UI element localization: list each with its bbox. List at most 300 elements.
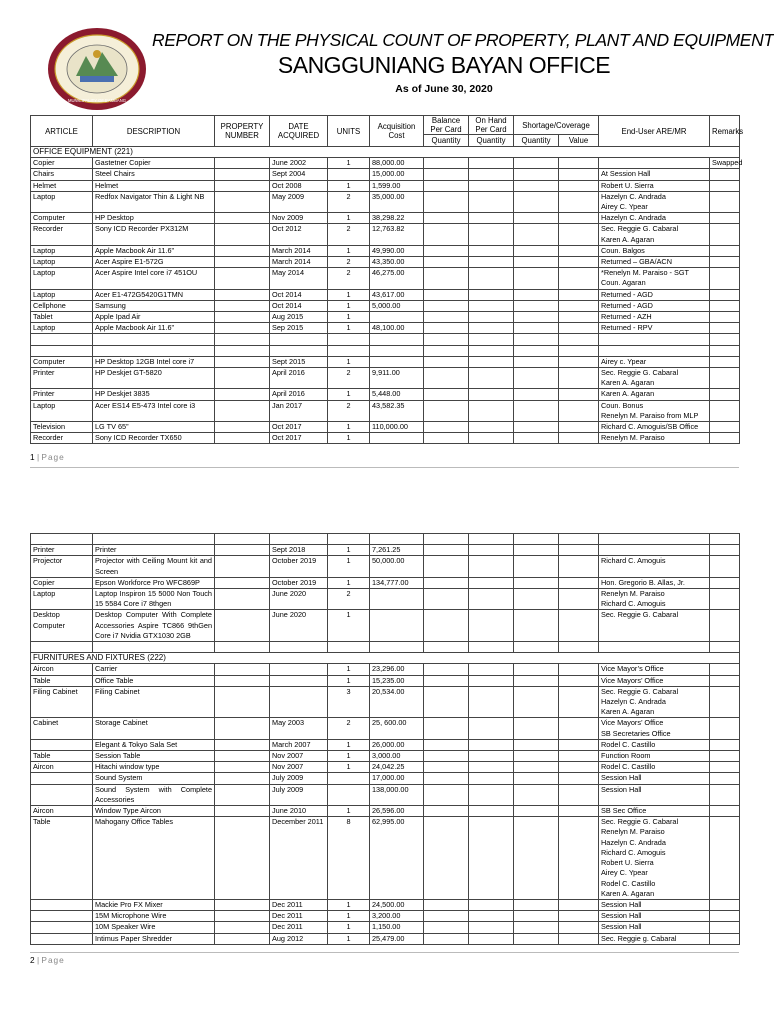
cell-shortage-value <box>559 312 599 323</box>
cell-units: 1 <box>328 922 370 933</box>
cell-remarks <box>710 762 740 773</box>
cell-description: Desktop Computer With Complete Accessories Aspire TC866 9thGen Core i7 Nvidia GTX1030 2GB <box>93 610 215 642</box>
cell-units: 1 <box>328 433 370 444</box>
cell-article: Cellphone <box>31 300 93 311</box>
cell-description: Printer <box>93 545 215 556</box>
cell-onhand-quantity <box>469 899 514 910</box>
table-row <box>31 773 740 784</box>
cell-units <box>328 773 370 784</box>
col-header-remarks: Remarks <box>710 116 740 147</box>
page-break-line <box>30 467 739 468</box>
cell-remarks <box>710 422 740 433</box>
cell-end-user: *Renelyn M. Paraiso - SGT Coun. Agaran <box>599 268 710 289</box>
cell-shortage-quantity <box>514 180 559 191</box>
cell-date-acquired: March 2014 <box>270 257 328 268</box>
cell-balance-quantity <box>424 334 469 345</box>
cell-article: Filing Cabinet <box>31 686 93 718</box>
cell-remarks <box>710 589 740 610</box>
cell-onhand-quantity <box>469 686 514 718</box>
cell-shortage-value <box>559 922 599 933</box>
cell-description: Steel Chairs <box>93 169 215 180</box>
cell-onhand-quantity <box>469 245 514 256</box>
cell-shortage-quantity <box>514 289 559 300</box>
cell-shortage-quantity <box>514 257 559 268</box>
cell-end-user: Returned – GBA/ACN <box>599 257 710 268</box>
cell-date-acquired: Sep 2015 <box>270 323 328 334</box>
cell-units: 8 <box>328 817 370 900</box>
cell-date-acquired: Oct 2012 <box>270 224 328 245</box>
cell-shortage-quantity <box>514 422 559 433</box>
table-row <box>31 784 740 805</box>
municipal-seal-icon <box>46 26 148 112</box>
col-header-end-user: End-User ARE/MR <box>599 116 710 147</box>
cell-shortage-value <box>559 400 599 421</box>
cell-date-acquired <box>270 334 328 345</box>
cell-balance-quantity <box>424 245 469 256</box>
cell-acquisition-cost: 25, 600.00 <box>370 718 424 739</box>
cell-end-user: Hazelyn C. Andrada <box>599 213 710 224</box>
table-row <box>31 534 740 545</box>
cell-date-acquired <box>270 345 328 356</box>
cell-onhand-quantity <box>469 300 514 311</box>
cell-balance-quantity <box>424 545 469 556</box>
cell-date-acquired: April 2016 <box>270 389 328 400</box>
cell-balance-quantity <box>424 345 469 356</box>
cell-shortage-quantity <box>514 433 559 444</box>
cell-shortage-value <box>559 806 599 817</box>
table-row <box>31 257 740 268</box>
cell-shortage-quantity <box>514 334 559 345</box>
cell-remarks <box>710 534 740 545</box>
cell-end-user: Returned - AGD <box>599 289 710 300</box>
cell-shortage-value <box>559 739 599 750</box>
cell-article <box>31 534 93 545</box>
cell-property-number <box>215 433 270 444</box>
cell-article: Laptop <box>31 257 93 268</box>
cell-acquisition-cost: 43,582.35 <box>370 400 424 421</box>
cell-property-number <box>215 224 270 245</box>
cell-article: Laptop <box>31 191 93 212</box>
cell-shortage-quantity <box>514 213 559 224</box>
cell-remarks <box>710 345 740 356</box>
cell-date-acquired <box>270 642 328 653</box>
cell-onhand-quantity <box>469 191 514 212</box>
cell-shortage-quantity <box>514 610 559 642</box>
cell-property-number <box>215 922 270 933</box>
cell-shortage-quantity <box>514 556 559 577</box>
cell-balance-quantity <box>424 158 469 169</box>
col-header-balance-per-card: Balance Per Card <box>424 116 469 135</box>
cell-end-user: Renelyn M. Paraiso <box>599 433 710 444</box>
table-row <box>31 762 740 773</box>
cell-date-acquired: July 2009 <box>270 784 328 805</box>
cell-balance-quantity <box>424 686 469 718</box>
cell-description: 10M Speaker Wire <box>93 922 215 933</box>
cell-shortage-value <box>559 268 599 289</box>
cell-end-user <box>599 345 710 356</box>
cell-property-number <box>215 368 270 389</box>
cell-balance-quantity <box>424 556 469 577</box>
cell-acquisition-cost: 23,296.00 <box>370 664 424 675</box>
cell-date-acquired: May 2009 <box>270 191 328 212</box>
cell-units: 1 <box>328 739 370 750</box>
cell-balance-quantity <box>424 739 469 750</box>
cell-property-number <box>215 158 270 169</box>
cell-description: Redfox Navigator Thin & Light NB <box>93 191 215 212</box>
table-row <box>31 180 740 191</box>
cell-end-user: Richard C. Amoguis/SB Office <box>599 422 710 433</box>
cell-end-user: Renelyn M. Paraiso Richard C. Amoguis <box>599 589 710 610</box>
cell-date-acquired <box>270 675 328 686</box>
cell-onhand-quantity <box>469 356 514 367</box>
cell-acquisition-cost: 15,235.00 <box>370 675 424 686</box>
cell-acquisition-cost <box>370 589 424 610</box>
cell-balance-quantity <box>424 312 469 323</box>
cell-onhand-quantity <box>469 180 514 191</box>
cell-property-number <box>215 400 270 421</box>
col-header-property-number: PROPERTY NUMBER <box>215 116 270 147</box>
cell-onhand-quantity <box>469 739 514 750</box>
seal-text: MUNICIPALITY OF BAMBANG <box>67 98 127 103</box>
cell-units: 1 <box>328 158 370 169</box>
cell-article: Table <box>31 675 93 686</box>
cell-remarks <box>710 718 740 739</box>
cell-balance-quantity <box>424 933 469 944</box>
cell-onhand-quantity <box>469 642 514 653</box>
cell-date-acquired: December 2011 <box>270 817 328 900</box>
cell-shortage-value <box>559 158 599 169</box>
cell-onhand-quantity <box>469 368 514 389</box>
page-number: 1 <box>30 452 35 462</box>
cell-remarks <box>710 577 740 588</box>
cell-balance-quantity <box>424 589 469 610</box>
cell-shortage-quantity <box>514 323 559 334</box>
cell-onhand-quantity <box>469 751 514 762</box>
cell-article: Aircon <box>31 806 93 817</box>
cell-acquisition-cost: 26,000.00 <box>370 739 424 750</box>
cell-shortage-value <box>559 577 599 588</box>
cell-shortage-quantity <box>514 300 559 311</box>
cell-property-number <box>215 300 270 311</box>
cell-article <box>31 739 93 750</box>
cell-date-acquired: June 2010 <box>270 806 328 817</box>
cell-article <box>31 334 93 345</box>
cell-description: Projector with Ceiling Mount kit and Screen <box>93 556 215 577</box>
cell-article: Computer <box>31 213 93 224</box>
cell-onhand-quantity <box>469 534 514 545</box>
cell-shortage-quantity <box>514 245 559 256</box>
cell-description: Window Type Aircon <box>93 806 215 817</box>
cell-remarks <box>710 213 740 224</box>
cell-property-number <box>215 289 270 300</box>
cell-end-user: Coun. Bonus Renelyn M. Paraiso from MLP <box>599 400 710 421</box>
cell-shortage-value <box>559 686 599 718</box>
inventory-table-page2 <box>30 533 740 945</box>
cell-acquisition-cost <box>370 642 424 653</box>
table-row <box>31 400 740 421</box>
cell-shortage-quantity <box>514 806 559 817</box>
seal-river-shape <box>80 76 114 82</box>
table-row <box>31 922 740 933</box>
cell-shortage-quantity <box>514 545 559 556</box>
cell-description <box>93 642 215 653</box>
table-row <box>31 368 740 389</box>
cell-remarks <box>710 773 740 784</box>
cell-remarks <box>710 368 740 389</box>
cell-shortage-quantity <box>514 911 559 922</box>
table-row <box>31 718 740 739</box>
cell-acquisition-cost: 3,000.00 <box>370 751 424 762</box>
cell-property-number <box>215 312 270 323</box>
cell-property-number <box>215 180 270 191</box>
cell-remarks <box>710 356 740 367</box>
cell-description: Session Table <box>93 751 215 762</box>
cell-acquisition-cost: 62,995.00 <box>370 817 424 900</box>
cell-date-acquired: May 2003 <box>270 718 328 739</box>
cell-end-user: Robert U. Sierra <box>599 180 710 191</box>
cell-article: Copier <box>31 158 93 169</box>
cell-date-acquired: Nov 2007 <box>270 751 328 762</box>
cell-property-number <box>215 169 270 180</box>
cell-units: 1 <box>328 610 370 642</box>
cell-acquisition-cost: 134,777.00 <box>370 577 424 588</box>
cell-acquisition-cost: 15,000.00 <box>370 169 424 180</box>
table-row <box>31 245 740 256</box>
cell-shortage-quantity <box>514 191 559 212</box>
cell-onhand-quantity <box>469 213 514 224</box>
cell-balance-quantity <box>424 577 469 588</box>
col-header-units: UNITS <box>328 116 370 147</box>
cell-property-number <box>215 773 270 784</box>
cell-description: Sound System with Complete Accessories <box>93 784 215 805</box>
cell-article: Projector <box>31 556 93 577</box>
cell-units: 1 <box>328 300 370 311</box>
cell-acquisition-cost: 43,617.00 <box>370 289 424 300</box>
cell-description: Intimus Paper Shredder <box>93 933 215 944</box>
cell-onhand-quantity <box>469 224 514 245</box>
cell-article: Laptop <box>31 400 93 421</box>
cell-shortage-value <box>559 257 599 268</box>
cell-property-number <box>215 664 270 675</box>
table-row <box>31 545 740 556</box>
cell-shortage-value <box>559 368 599 389</box>
cell-shortage-value <box>559 422 599 433</box>
cell-end-user: Sec. Reggie g. Cabaral <box>599 933 710 944</box>
cell-date-acquired: Oct 2017 <box>270 433 328 444</box>
cell-shortage-value <box>559 169 599 180</box>
cell-acquisition-cost: 43,350.00 <box>370 257 424 268</box>
cell-shortage-quantity <box>514 356 559 367</box>
cell-remarks <box>710 289 740 300</box>
cell-balance-quantity <box>424 213 469 224</box>
cell-end-user <box>599 158 710 169</box>
cell-shortage-quantity <box>514 577 559 588</box>
cell-article: Table <box>31 817 93 900</box>
cell-end-user: Returned - AGD <box>599 300 710 311</box>
cell-acquisition-cost: 7,261.25 <box>370 545 424 556</box>
as-of-date: As of June 30, 2020 <box>395 83 493 95</box>
cell-end-user: Sec. Reggie G. Cabaral Karen A. Agaran <box>599 224 710 245</box>
cell-article: Printer <box>31 545 93 556</box>
cell-shortage-quantity <box>514 389 559 400</box>
cell-units: 1 <box>328 577 370 588</box>
cell-date-acquired: July 2009 <box>270 773 328 784</box>
cell-shortage-value <box>559 718 599 739</box>
cell-property-number <box>215 356 270 367</box>
cell-acquisition-cost: 9,911.00 <box>370 368 424 389</box>
cell-description: Hitachi window type <box>93 762 215 773</box>
cell-units: 1 <box>328 664 370 675</box>
cell-remarks <box>710 323 740 334</box>
office-title: SANGGUNIANG BAYAN OFFICE <box>277 52 611 78</box>
cell-property-number <box>215 784 270 805</box>
cell-description: HP Desktop <box>93 213 215 224</box>
cell-acquisition-cost: 138,000.00 <box>370 784 424 805</box>
cell-property-number <box>215 899 270 910</box>
cell-end-user: Hazelyn C. Andrada Airey C. Ypear <box>599 191 710 212</box>
cell-date-acquired: Oct 2014 <box>270 300 328 311</box>
cell-units: 1 <box>328 933 370 944</box>
cell-description: Mackie Pro FX Mixer <box>93 899 215 910</box>
cell-shortage-quantity <box>514 664 559 675</box>
cell-units: 1 <box>328 762 370 773</box>
cell-units: 1 <box>328 422 370 433</box>
cell-onhand-quantity <box>469 817 514 900</box>
cell-balance-quantity <box>424 191 469 212</box>
cell-property-number <box>215 422 270 433</box>
cell-onhand-quantity <box>469 806 514 817</box>
cell-property-number <box>215 762 270 773</box>
cell-units <box>328 784 370 805</box>
cell-onhand-quantity <box>469 334 514 345</box>
cell-units: 1 <box>328 556 370 577</box>
cell-property-number <box>215 245 270 256</box>
cell-acquisition-cost: 5,000.00 <box>370 300 424 311</box>
cell-acquisition-cost <box>370 345 424 356</box>
cell-onhand-quantity <box>469 345 514 356</box>
cell-balance-quantity <box>424 817 469 900</box>
cell-remarks <box>710 933 740 944</box>
section-heading: FURNITURES AND FIXTURES (222) <box>31 653 740 664</box>
cell-units: 2 <box>328 268 370 289</box>
cell-property-number <box>215 268 270 289</box>
table-row <box>31 610 740 642</box>
table-row <box>31 899 740 910</box>
cell-description: Laptop Inspiron 15 5000 Non Touch 15 5584 Core i7 8thgen <box>93 589 215 610</box>
cell-date-acquired: Jan 2017 <box>270 400 328 421</box>
table-row <box>31 334 740 345</box>
cell-shortage-quantity <box>514 899 559 910</box>
cell-end-user: Airey c. Ypear <box>599 356 710 367</box>
cell-date-acquired: Sept 2004 <box>270 169 328 180</box>
cell-balance-quantity <box>424 400 469 421</box>
seal-sun-shape <box>93 50 101 58</box>
cell-article: Computer <box>31 356 93 367</box>
cell-remarks <box>710 334 740 345</box>
cell-shortage-value <box>559 180 599 191</box>
cell-description: Filing Cabinet <box>93 686 215 718</box>
cell-end-user: Returned - AZH <box>599 312 710 323</box>
cell-shortage-value <box>559 556 599 577</box>
cell-onhand-quantity <box>469 268 514 289</box>
cell-remarks <box>710 191 740 212</box>
cell-balance-quantity <box>424 169 469 180</box>
cell-remarks <box>710 806 740 817</box>
cell-acquisition-cost: 25,479.00 <box>370 933 424 944</box>
cell-acquisition-cost: 24,042.25 <box>370 762 424 773</box>
cell-property-number <box>215 751 270 762</box>
cell-acquisition-cost: 110,000.00 <box>370 422 424 433</box>
cell-units: 1 <box>328 180 370 191</box>
cell-date-acquired: June 2002 <box>270 158 328 169</box>
cell-article: Aircon <box>31 762 93 773</box>
cell-article: Recorder <box>31 224 93 245</box>
cell-date-acquired: Dec 2011 <box>270 922 328 933</box>
table-row <box>31 158 740 169</box>
cell-end-user: Rodel C. Castillo <box>599 739 710 750</box>
cell-date-acquired: June 2020 <box>270 610 328 642</box>
cell-end-user: At Session Hall <box>599 169 710 180</box>
cell-units: 2 <box>328 368 370 389</box>
cell-property-number <box>215 589 270 610</box>
page-number: 2 <box>30 955 35 965</box>
cell-balance-quantity <box>424 224 469 245</box>
table-row <box>31 312 740 323</box>
cell-units <box>328 534 370 545</box>
cell-date-acquired: Nov 2007 <box>270 762 328 773</box>
cell-remarks <box>710 751 740 762</box>
cell-units: 2 <box>328 718 370 739</box>
cell-date-acquired <box>270 686 328 718</box>
cell-shortage-value <box>559 664 599 675</box>
cell-balance-quantity <box>424 806 469 817</box>
cell-acquisition-cost: 5,448.00 <box>370 389 424 400</box>
cell-shortage-value <box>559 545 599 556</box>
cell-end-user: Vice Mayors’ Office SB Secretaries Office <box>599 718 710 739</box>
cell-onhand-quantity <box>469 664 514 675</box>
cell-property-number <box>215 323 270 334</box>
cell-end-user: Session Hall <box>599 773 710 784</box>
cell-property-number <box>215 686 270 718</box>
table-row <box>31 739 740 750</box>
cell-article: Cabinet <box>31 718 93 739</box>
cell-property-number <box>215 534 270 545</box>
cell-acquisition-cost <box>370 334 424 345</box>
cell-end-user: Returned - RPV <box>599 323 710 334</box>
cell-shortage-quantity <box>514 762 559 773</box>
cell-acquisition-cost <box>370 534 424 545</box>
cell-onhand-quantity <box>469 556 514 577</box>
cell-shortage-value <box>559 289 599 300</box>
cell-description: Samsung <box>93 300 215 311</box>
cell-end-user: Karen A. Agaran <box>599 389 710 400</box>
cell-shortage-value <box>559 323 599 334</box>
cell-units: 2 <box>328 224 370 245</box>
cell-balance-quantity <box>424 300 469 311</box>
cell-description: HP Desktop 12GB Intel core i7 <box>93 356 215 367</box>
cell-shortage-value <box>559 784 599 805</box>
cell-article: Television <box>31 422 93 433</box>
section-row <box>31 653 740 664</box>
cell-end-user <box>599 545 710 556</box>
cell-units: 2 <box>328 400 370 421</box>
col-header-acquisition-cost: Acquisition Cost <box>370 116 424 147</box>
cell-onhand-quantity <box>469 289 514 300</box>
col-header-description: DESCRIPTION <box>93 116 215 147</box>
cell-shortage-quantity <box>514 158 559 169</box>
col-header-date-acquired: DATE ACQUIRED <box>270 116 328 147</box>
cell-units <box>328 334 370 345</box>
